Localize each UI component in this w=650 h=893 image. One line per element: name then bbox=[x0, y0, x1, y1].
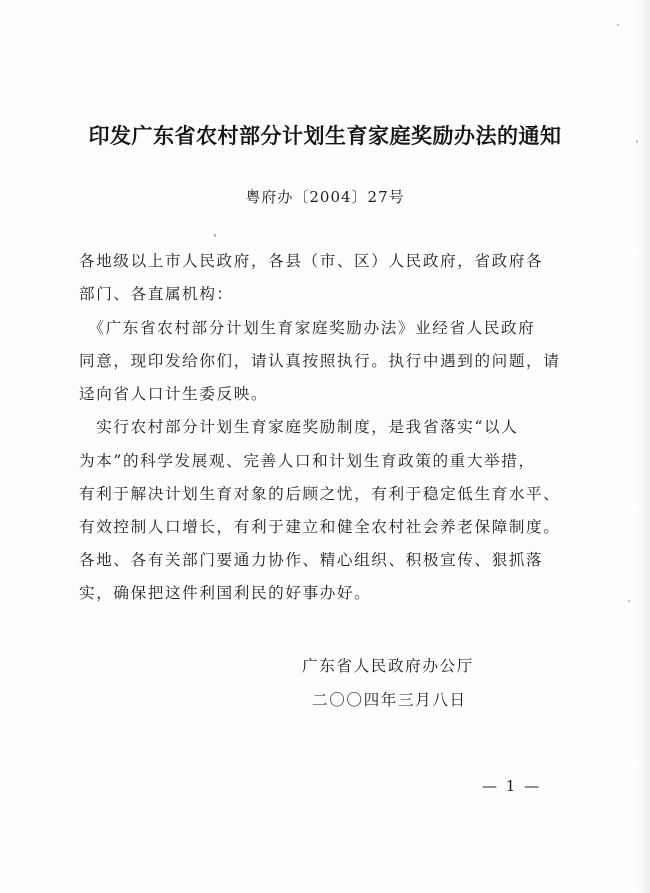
document-title: 印发广东省农村部分计划生育家庭奖励办法的通知 bbox=[88, 123, 562, 148]
page-number: — 1 — bbox=[482, 777, 542, 795]
body-line: 各地级以上市人民政府，各县（市、区）人民政府，省政府各 bbox=[79, 252, 544, 270]
issue-date: 二〇〇四年三月八日 bbox=[312, 691, 467, 709]
body-line: 实行农村部分计划生育家庭奖励制度，是我省落实“以人 bbox=[79, 418, 519, 436]
issuer-name: 广东省人民政府办公厅 bbox=[302, 657, 474, 675]
body-line: 有利于解决计划生育对象的后顾之忧，有利于稳定低生育水平、 bbox=[79, 485, 561, 503]
body-line: 各地、各有关部门要通力协作、精心组织、积极宣传、狠抓落 bbox=[79, 551, 544, 569]
scan-speck bbox=[214, 234, 216, 237]
body-line: 同意，现印发给你们，请认真按照执行。执行中遇到的问题，请 bbox=[79, 352, 561, 370]
body-line: 部门、各直属机构： bbox=[79, 285, 234, 303]
body-line: 迳向省人口计生委反映。 bbox=[79, 385, 269, 403]
scan-speck bbox=[617, 24, 619, 26]
body-line: 实，确保把这件利国利民的好事办好。 bbox=[79, 584, 372, 602]
body-line: 《广东省农村部分计划生育家庭奖励办法》业经省人民政府 bbox=[79, 319, 536, 337]
body-line: 有效控制人口增长，有利于建立和健全农村社会养老保障制度。 bbox=[79, 518, 561, 536]
document-number: 粤府办〔2004〕27号 bbox=[245, 188, 405, 206]
scan-speck bbox=[628, 600, 630, 602]
body-line: 为本”的科学发展观、完善人口和计划生育政策的重大举措， bbox=[79, 452, 536, 470]
